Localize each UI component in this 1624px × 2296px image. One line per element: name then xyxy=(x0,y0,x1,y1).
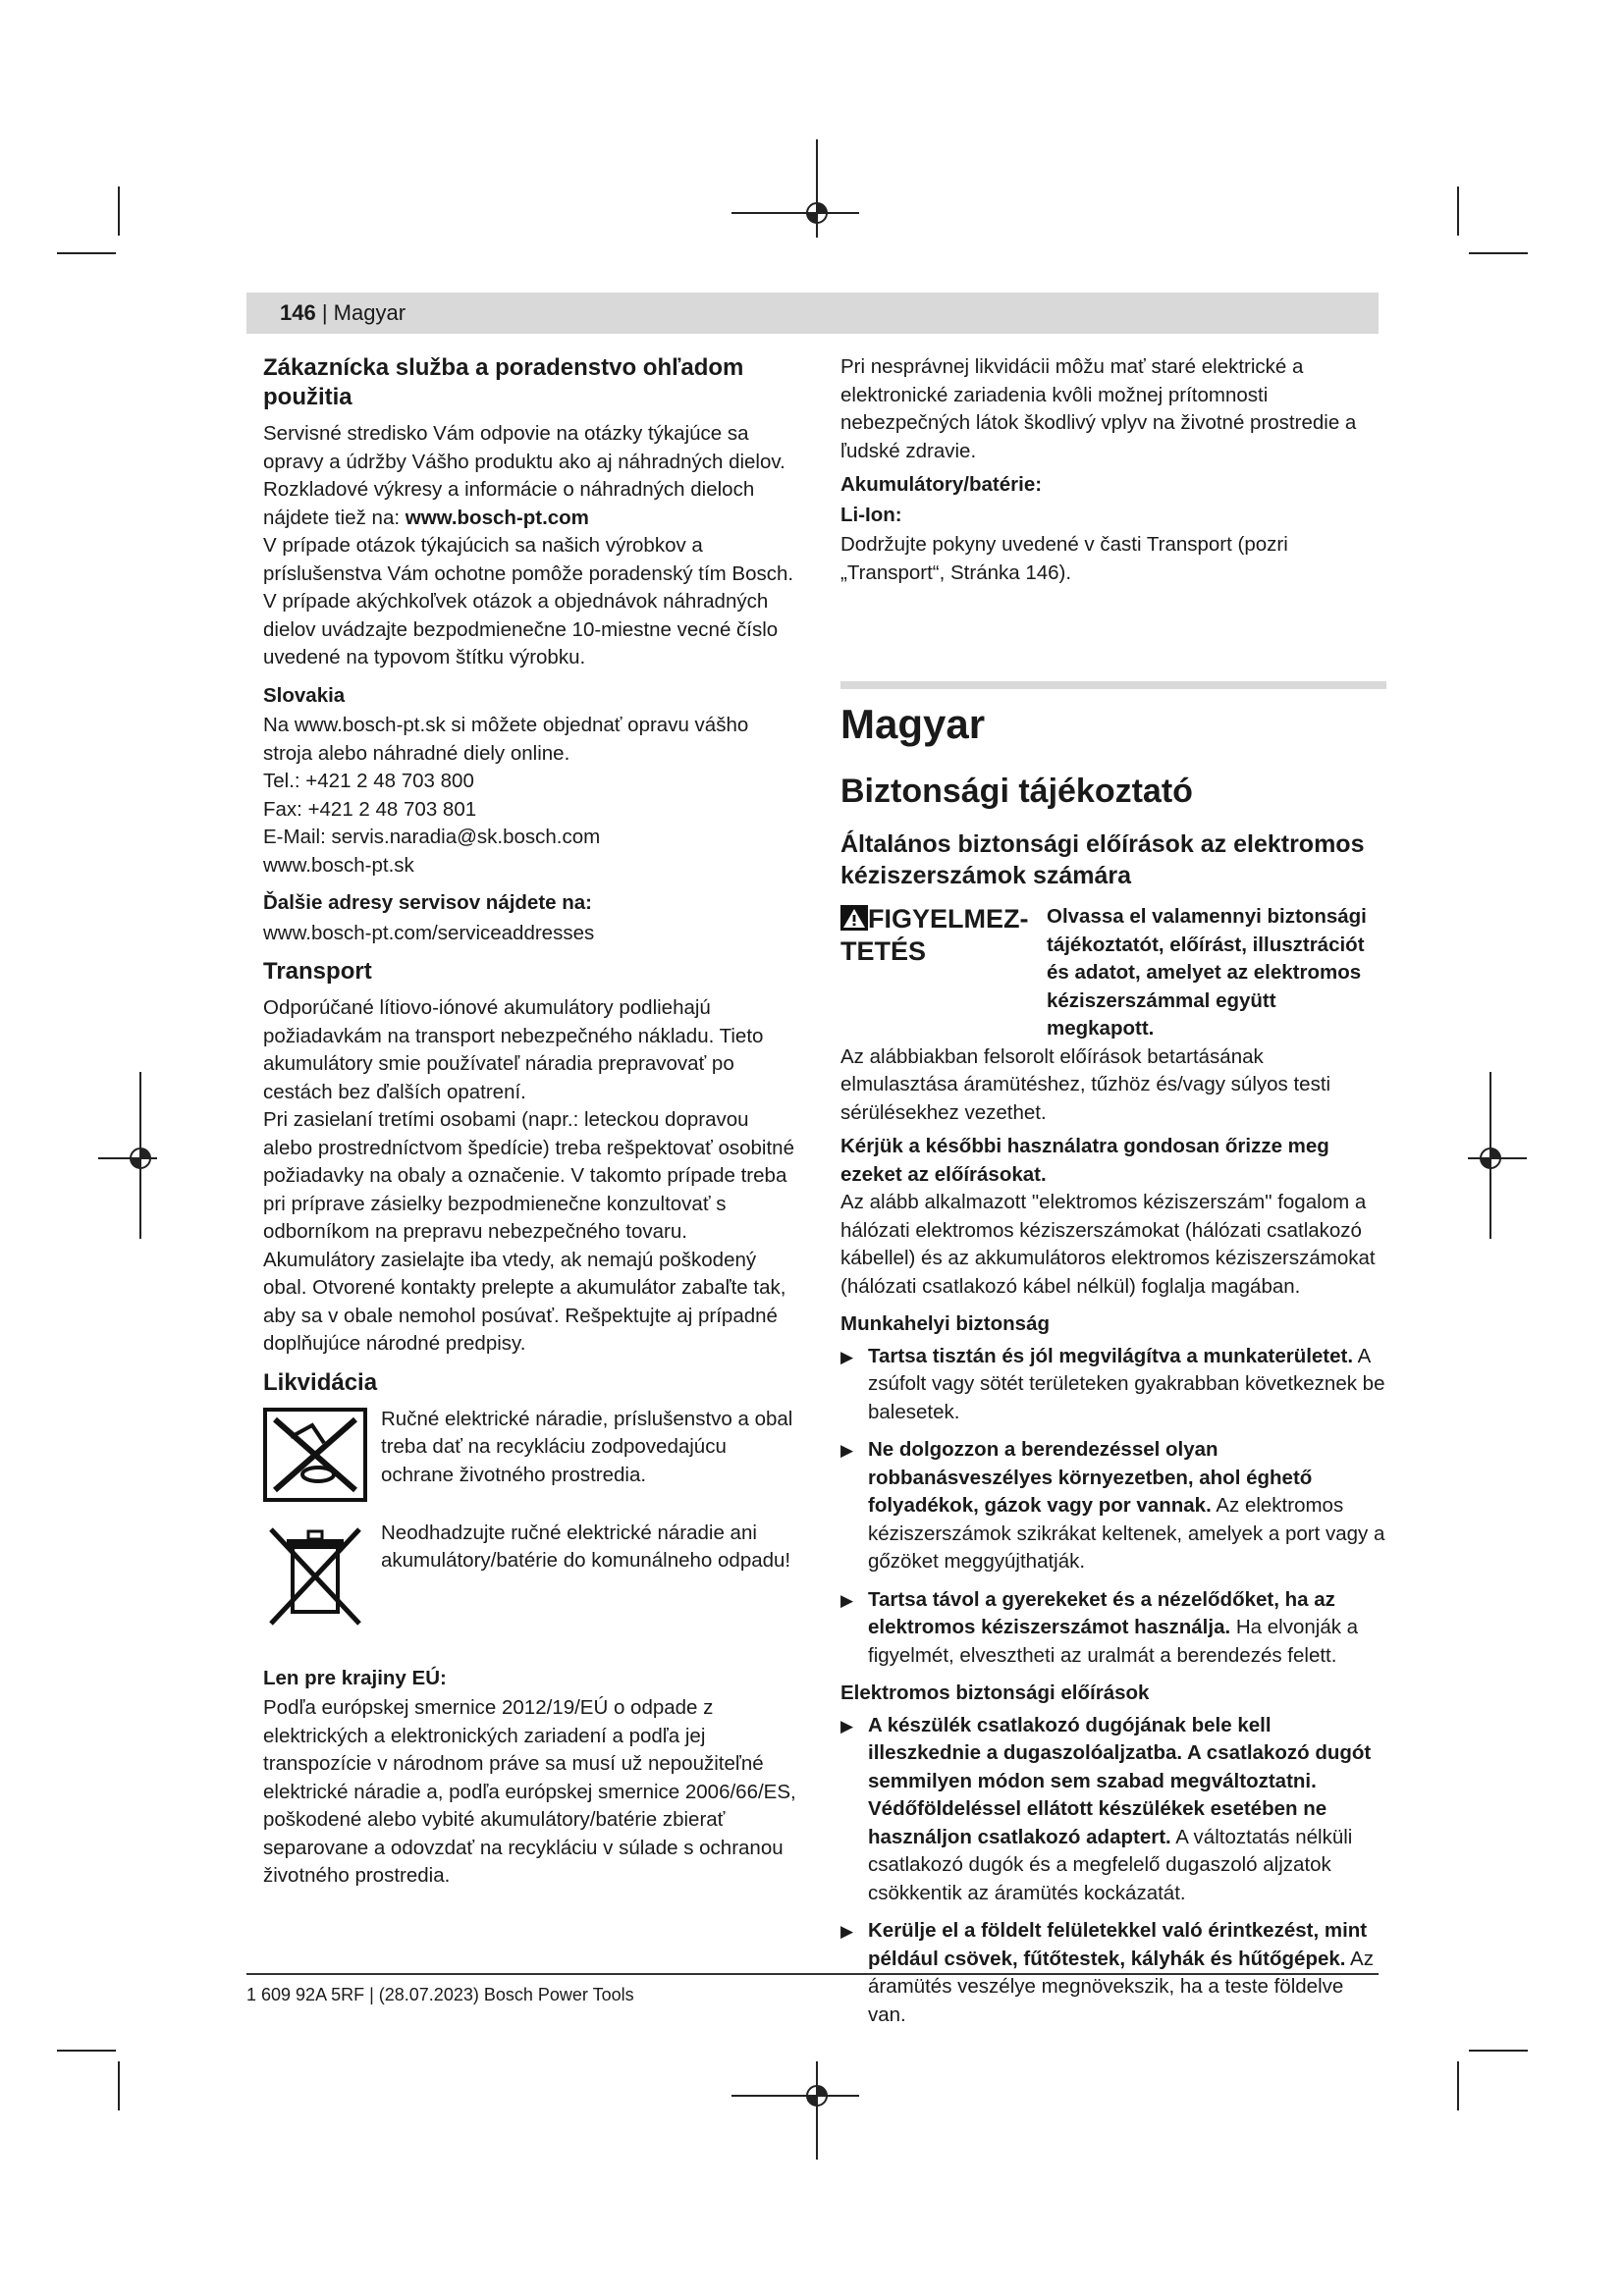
liion-title: Li-Ion: xyxy=(840,503,902,526)
disposal-item1-text: Ručné elektrické náradie, príslušenstvo a obal treba dať na recykláciu zodpovedajúcu ochrane životného prostredia. xyxy=(381,1407,793,1486)
customer-service-p1: Servisné stredisko Vám odpovie na otázky týkajúce sa opravy a údržby Vášho produktu ako aj náhradných dielov. Rozkladové výkresy a informácie o náhradných dieloch nájdete tiež na: www.bosch-pt.com xyxy=(263,422,785,529)
eu-p1: Podľa európskej smernice 2012/19/EÚ o odpade z elektrických a elektronických zariadení a podľa jej transpozície v národnom práve sa musí už nepoužiteľné elektrické náradie a, podľa európskej smernice 2006/66/ES, poškodené alebo vybité akumulátory/batérie zbierať separovane a odovzdať na recykláciu v súlade s ochranou životného prostredia. xyxy=(263,1696,796,1887)
transport-p2: Pri zasielaní tretími osobami (napr.: leteckou dopravou alebo prostredníctvom špedície) treba rešpektovať osobitné požiadavky na obaly a označenie. V takomto prípade treba pri príprave zásielky bezpodmienečne konzultovať s odborníkom na prepravu nebezpečného tovaru. xyxy=(263,1108,794,1243)
section-divider xyxy=(840,681,1386,689)
left-column xyxy=(263,353,801,1891)
disposal-intro: Pri nesprávnej likvidácii môžu mať staré elektrické a elektronické zariadenia kvôli možnej prítomnosti nebezpečných látok škodlivý vplyv na životné prostredie a ľudské zdravie. xyxy=(840,355,1357,462)
right-column xyxy=(840,353,1386,2039)
list-item: ▶ Ne dolgozzon a berendezéssel olyan robbanásveszélyes környezetben, ahol éghető folyadékok, gázok vagy por vannak. Az elektromos kéziszerszámok szikrákat keltenek, amelyek a port vagy a gőzöket meggyújthatják. xyxy=(840,1438,1385,1573)
disposal-item2-text: Neodhadzujte ručné elektrické náradie ani akumulátory/batérie do komunálneho odpadu! xyxy=(381,1521,791,1572)
slovakia-web[interactable]: www.bosch-pt.sk xyxy=(263,853,414,877)
safety-title: Biztonsági tájékoztató xyxy=(840,773,1193,810)
bullet-arrow-icon: ▶ xyxy=(840,1590,854,1610)
section-title: Magyar xyxy=(840,701,986,747)
recycling-packaging-icon xyxy=(263,1408,367,1502)
more-addresses-url[interactable]: www.bosch-pt.com/serviceaddresses xyxy=(263,921,595,944)
disposal-item-recycle xyxy=(263,1406,801,1514)
warning-triangle-icon xyxy=(840,905,868,931)
customer-service-p2: V prípade otázok týkajúcich sa našich výrobkov a príslušenstva Vám ochotne pomôže poradenský tím Bosch. xyxy=(263,534,794,585)
header-language: Magyar xyxy=(333,300,406,325)
bullet-arrow-icon: ▶ xyxy=(840,1347,854,1366)
warning-block xyxy=(840,903,1386,1043)
slovakia-tel: Tel.: +421 2 48 703 800 xyxy=(263,770,474,792)
bullet-arrow-icon: ▶ xyxy=(840,1716,854,1735)
page-header: 146 | Magyar xyxy=(246,293,1379,334)
eu-title: Len pre krajiny EÚ: xyxy=(263,1666,447,1689)
bosch-link[interactable]: www.bosch-pt.com xyxy=(405,506,589,529)
warning-bold-text: Olvassa el valamennyi biztonsági tájékoztatót, előírást, illusztrációt és adatot, amelyet az elektromos kéziszerszámmal együtt megkapott. xyxy=(1047,905,1367,1040)
batteries-title: Akumulátory/batérie: xyxy=(840,473,1043,496)
slovakia-email[interactable]: E-Mail: servis.naradia@sk.bosch.com xyxy=(263,826,601,848)
warning-text: Az alábbiakban felsorolt előírások betartásának elmulasztása áramütéshez, tűzhöz és/vagy súlyos testi sérülésekhez vezethet. xyxy=(840,1044,1331,1124)
footer-rule xyxy=(246,1973,1379,1975)
transport-p1: Odporúčané lítiovo-iónové akumulátory podliehajú požiadavkám na transport nebezpečného nákladu. Tieto akumulátory smie používateľ náradia prepravovať po cestách bez ďalších opatrení. xyxy=(263,996,764,1103)
page-footer: 1 609 92A 5RF | (28.07.2023) Bosch Power Tools xyxy=(246,1985,634,2004)
transport-p3: Akumulátory zasielajte iba vtedy, ak nemajú poškodený obal. Otvorené kontakty prelepte a akumulátor zabaľte tak, aby sa v obale nemohol posúvať. Rešpektujte aj prípadné doplňujúce národné predpisy. xyxy=(263,1248,786,1355)
disposal-title: Likvidácia xyxy=(263,1368,378,1396)
definition-text: Az alább alkalmazott "elektromos kéziszerszám" fogalom a hálózati elektromos kéziszerszámokat (hálózati csatlakozó kábellel) és az akkumulátoros elektromos kéziszerszámokat (hálózati csatlakozó kábel nélkül) foglalja magában. xyxy=(840,1191,1376,1298)
customer-service-title: Zákaznícka služba a poradenstvo ohľadom použitia xyxy=(263,354,744,410)
slovakia-title: Slovakia xyxy=(263,683,346,707)
more-addresses-title: Ďalšie adresy servisov nájdete na: xyxy=(263,891,593,914)
slovakia-fax: Fax: +421 2 48 703 801 xyxy=(263,797,477,821)
slovakia-line1: Na www.bosch-pt.sk si môžete objednať opravu vášho stroja alebo náhradné diely online. xyxy=(263,714,749,765)
general-safety-title: Általános biztonsági előírások az elektromos kéziszerszámok számára xyxy=(840,830,1365,889)
workplace-title: Munkahelyi biztonság xyxy=(840,1312,1050,1335)
page-number: 146 xyxy=(280,300,316,325)
electrical-title: Elektromos biztonsági előírások xyxy=(840,1682,1150,1704)
disposal-item-bin xyxy=(263,1520,801,1628)
liion-text: Dodržujte pokyny uvedené v časti Transport (pozri „Transport“, Stránka 146). xyxy=(840,533,1288,584)
crossed-bin-icon xyxy=(263,1522,367,1629)
list-item: ▶ A készülék csatlakozó dugójának bele kell illeszkednie a dugaszolóaljzatba. A csatlakozó dugót semmilyen módon sem szabad megváltoztatni. Védőföldeléssel ellátott készülékek esetében ne használjon csatlakozó adaptert. A változtatás nélküli csatlakozó dugók és a megfelelő dugaszoló aljzatok csökkentik az áramütés kockázatát. xyxy=(840,1713,1372,1904)
keep-note: Kérjük a későbbi használatra gondosan őrizze meg ezeket az előírásokat. xyxy=(840,1135,1329,1186)
list-item: ▶ Kerülje el a földelt felületekkel való érintkezést, mint például csövek, fűtőtestek, kályhák és hűtőgépek. Az áramütés veszélye megnövekszik, ha a teste földelve van. xyxy=(840,1919,1374,2026)
bullet-arrow-icon: ▶ xyxy=(840,1922,854,1941)
bullet-arrow-icon: ▶ xyxy=(840,1441,854,1460)
transport-title: Transport xyxy=(263,958,372,985)
warning-signal: FIGYELMEZ-TETÉS xyxy=(840,904,1029,966)
list-item: ▶ Tartsa tisztán és jól megvilágítva a munkaterületet. A zsúfolt vagy sötét területeken gyakrabban következnek be balesetek. xyxy=(840,1344,1385,1423)
list-item: ▶ Tartsa távol a gyerekeket és a nézelődőket, ha az elektromos kéziszerszámot használja. Ha elvonják a figyelmét, elvesztheti az uralmát a berendezés felett. xyxy=(840,1587,1359,1667)
customer-service-p3: V prípade akýchkoľvek otázok a objednávok náhradných dielov uvádzajte bezpodmienečne 10-miestne vecné číslo uvedené na typovom štítku výrobku. xyxy=(263,590,779,668)
